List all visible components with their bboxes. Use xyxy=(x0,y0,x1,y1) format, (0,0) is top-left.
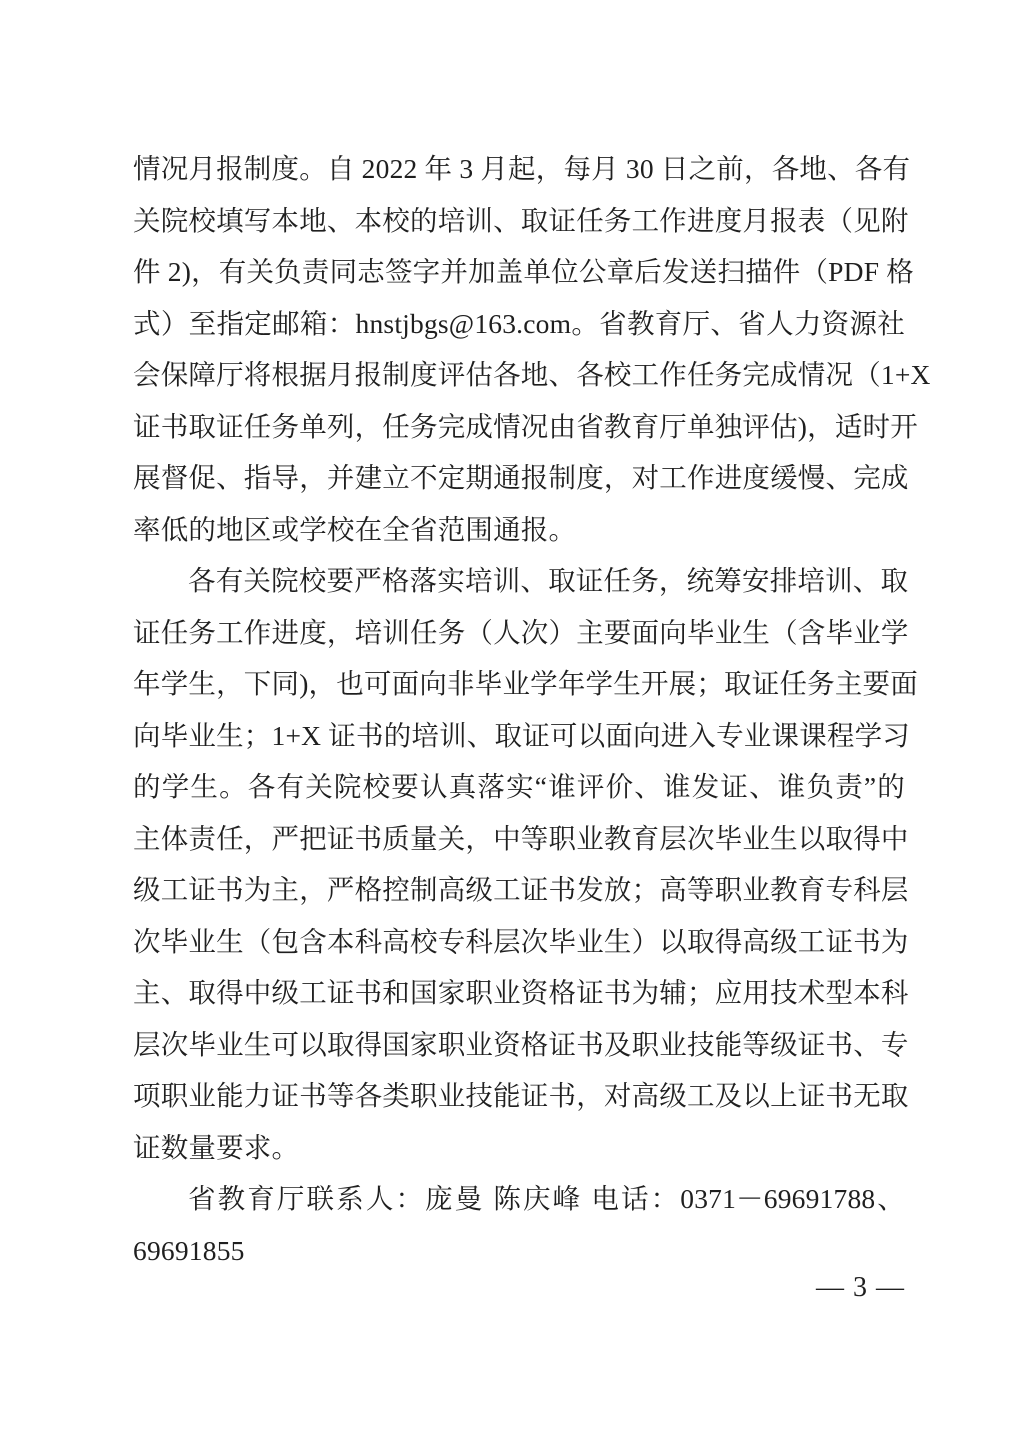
paragraph-2-line: 主、取得中级工证书和国家职业资格证书为辅；应用技术型本科 xyxy=(133,977,909,1008)
paragraph-2-line: 的学生。各有关院校要认真落实“谁评价、谁发证、谁负责”的 xyxy=(133,771,905,802)
document-body xyxy=(133,143,931,1276)
paragraph-1-line: 展督促、指导，并建立不定期通报制度，对工作进度缓慢、完成 xyxy=(133,462,909,493)
paragraph-1-line: 会保障厅将根据月报制度评估各地、各校工作任务完成情况（1+X xyxy=(133,359,931,390)
paragraph-2-line: 证任务工作进度，培训任务（人次）主要面向毕业生（含毕业学 xyxy=(133,616,909,648)
paragraph-1-line: 证书取证任务单列，任务完成情况由省教育厅单独评估)，适时开 xyxy=(133,410,918,442)
paragraph-2-line: 级工证书为主，严格控制高级工证书发放；高等职业教育专科层 xyxy=(133,874,909,905)
paragraph-3-line: 省教育厅联系人：庞曼 陈庆峰 电话：0371－69691788、 xyxy=(188,1183,905,1214)
paragraph-1-line: 率低的地区或学校在全省范围通报。 xyxy=(133,513,577,545)
paragraph-2-line: 项职业能力证书等各类职业技能证书，对高级工及以上证书无取 xyxy=(133,1080,909,1111)
paragraph-2-line: 各有关院校要严格落实培训、取证任务，统筹安排培训、取 xyxy=(188,565,909,596)
paragraph-1-line: 情况月报制度。自 2022 年 3 月起，每月 30 日之前，各地、各有 xyxy=(133,153,911,184)
paragraph-2-line: 证数量要求。 xyxy=(133,1131,300,1163)
paragraph-2-line: 层次毕业生可以取得国家职业资格证书及职业技能等级证书、专 xyxy=(133,1028,909,1060)
paragraph-3-line: 69691855 xyxy=(133,1234,245,1266)
paragraph-1-line: 式）至指定邮箱：hnstjbgs@163.com。省教育厅、省人力资源社 xyxy=(133,307,905,339)
page-number: — 3 — xyxy=(816,1272,905,1303)
paragraph-2-line: 次毕业生（包含本科高校专科层次毕业生）以取得高级工证书为 xyxy=(133,925,909,957)
paragraph-2-line: 向毕业生；1+X 证书的培训、取证可以面向进入专业课课程学习 xyxy=(133,719,910,751)
paragraph-2-line: 主体责任，严把证书质量关，中等职业教育层次毕业生以取得中 xyxy=(133,822,909,854)
paragraph-1-line: 关院校填写本地、本校的培训、取证任务工作进度月报表（见附 xyxy=(133,204,909,236)
paragraph-1-line: 件 2)，有关负责同志签字并加盖单位公章后发送扫描件（PDF 格 xyxy=(133,256,915,287)
paragraph-2-line: 年学生，下同)，也可面向非毕业学年学生开展；取证任务主要面 xyxy=(133,668,918,699)
